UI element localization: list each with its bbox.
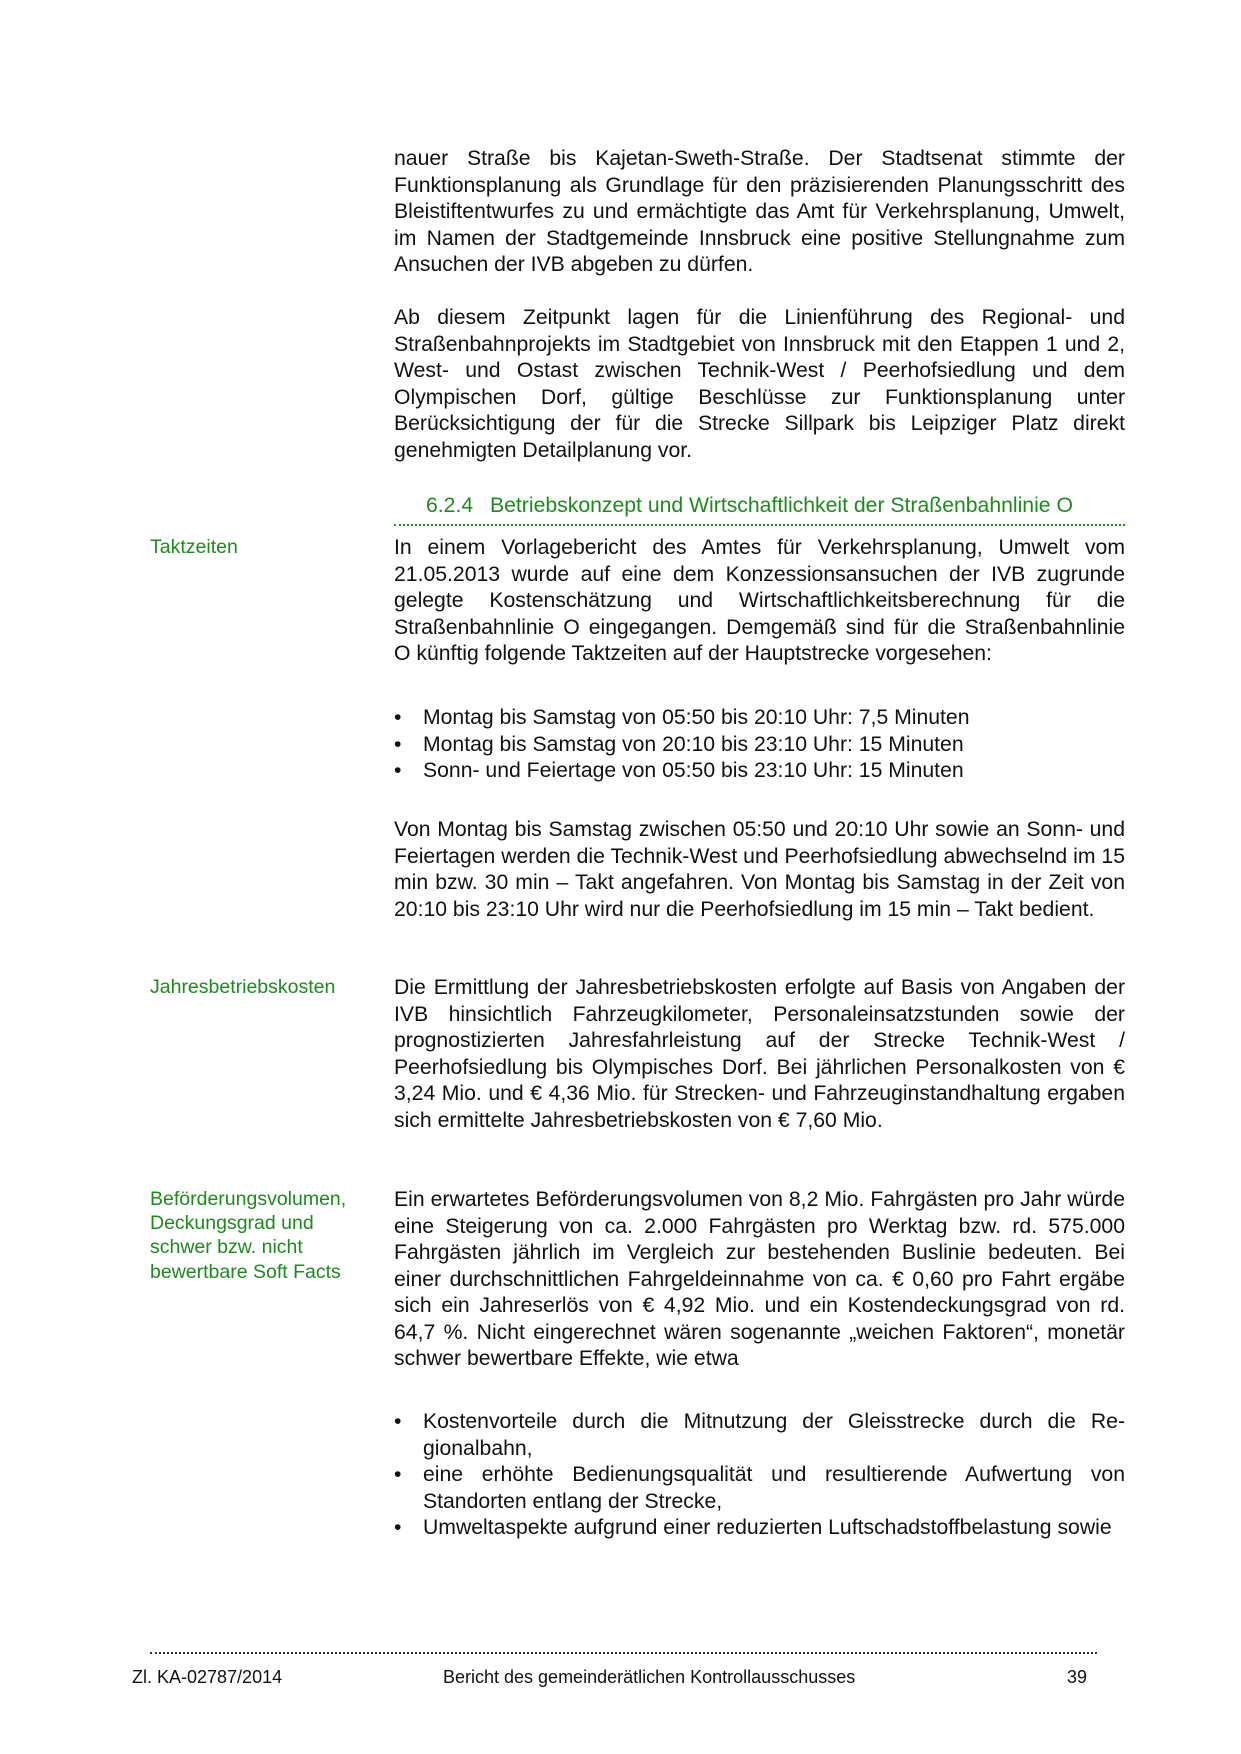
- margin-note-jahresbetriebskosten: Jahresbetriebskosten: [150, 976, 336, 998]
- paragraph-funktionsplanung: nauer Straße bis Kajetan-Sweth-Straße. Der Stadtsenat stimmte der Funktionsplanung als Grundlage für den präzisierenden Planungsschritt des Bleistiftentwurfes zu und ermächtigte das Amt für Verkehrsplanung, Umwelt, im Namen der Stadtgemeinde Innsbruck eine positive Stellungnahme zum Ansuchen der IVB abgeben zu dürfen.: [394, 147, 1125, 276]
- bullet-icon: •: [394, 706, 402, 729]
- bullet-icon: •: [394, 732, 402, 756]
- soft-facts-list: [394, 1409, 1125, 1542]
- list-item: • Kostenvorteile durch die Mitnutzung der Gleisstrecke durch die Regionalbahn,: [394, 1410, 1125, 1460]
- section-title: Betriebskonzept und Wirtschaftlichkeit der Straßenbahnlinie O: [490, 494, 1073, 517]
- paragraph-taktbetrieb: Von Montag bis Samstag zwischen 05:50 und 20:10 Uhr sowie an Sonn- und Feiertagen werden die Technik-West und Peerhofsiedlung abwechselnd im 15 min bzw. 30 min – Takt angefahren. Von Montag bis Samstag in der Zeit von 20:10 bis 23:10 Uhr wird nur die Peerhofsiedlung im 15 min – Takt bedient.: [394, 818, 1125, 921]
- bullet-icon: •: [394, 1410, 402, 1433]
- list-item: • eine erhöhte Bedienungsqualität und resultierende Aufwertung von Standorten entlang der Strecke,: [394, 1463, 1125, 1513]
- page-number: 39: [1067, 1667, 1088, 1687]
- paragraph-vorlagebericht: In einem Vorlagebericht des Amtes für Verkehrsplanung, Umwelt vom 21.05.2013 wurde auf eine dem Konzessionsansuchen der IVB zugrunde gelegte Kostenschätzung und Wirtschaftlichkeitsberechnung für die Straßenbahnlinie O eingegangen. Demgemäß sind für die Straßenbahnlinie O künftig folgende Taktzeiten auf der Hauptstrecke vorgesehen:: [394, 536, 1125, 665]
- section-number: 6.2.4: [426, 494, 474, 517]
- list-item: • Sonn- und Feiertage von 05:50 bis 23:10 Uhr: 15 Minuten: [394, 758, 1125, 785]
- margin-note-taktzeiten: Taktzeiten: [150, 536, 238, 558]
- footer-reference: Zl. KA-02787/2014: [132, 1667, 283, 1687]
- paragraph-linienfuehrung: Ab diesem Zeitpunkt lagen für die Linienführung des Regional- und Straßenbahnprojekts im Stadtgebiet von Innsbruck mit den Etappen 1 und 2, West- und Ostast zwischen Technik-West / Peerhofsiedlung und dem Olympischen Dorf, gültige Beschlüsse zur Funktionsplanung unter Berücksichtigung der für die Strecke Sillpark bis Leipziger Platz direkt genehmigten Detailplanung vor.: [394, 306, 1125, 462]
- footer-divider: [150, 1652, 1097, 1654]
- margin-note-befoerderungsvolumen: Beförderungsvolumen, Deckungsgrad und schwer bzw. nicht bewertbare Soft Facts: [150, 1188, 347, 1283]
- paragraph-jahresbetriebskosten: Die Ermittlung der Jahresbetriebskosten erfolgte auf Basis von Angaben der IVB hinsichtlich Fahrzeugkilometer, Personaleinsatzstunden sowie der prognostizierten Jahresfahrleistung auf der Strecke Technik-West / Peerhofsiedlung bis Olympisches Dorf. Bei jährlichen Personalkosten von € 3,24 Mio. und € 4,36 Mio. für Strecken- und Fahrzeuginstandhaltung ergaben sich ermittelte Jahresbetriebskosten von € 7,60 Mio.: [394, 976, 1125, 1132]
- list-item: • Montag bis Samstag von 20:10 bis 23:10 Uhr: 15 Minuten: [394, 732, 1125, 759]
- list-item: • Montag bis Samstag von 05:50 bis 20:10 Uhr: 7,5 Minuten: [394, 705, 1125, 732]
- paragraph-befoerderungsvolumen: Ein erwartetes Beförderungsvolumen von 8,2 Mio. Fahrgästen pro Jahr würde eine Steigerung von ca. 2.000 Fahrgästen pro Werktag bzw. rd. 575.000 Fahrgästen jährlich im Vergleich zur bestehenden Buslinie bedeuten. Bei einer durchschnittlichen Fahrgeldeinnahme von ca. € 0,60 pro Fahrt ergäbe sich ein Jahreserlös von € 4,92 Mio. und ein Kostendeckungsgrad von rd. 64,7 %. Nicht eingerechnet wären sogenannte „weichen Faktoren“, monetär schwer bewertbare Effekte, wie etwa: [394, 1188, 1125, 1370]
- bullet-icon: •: [394, 759, 402, 782]
- section-heading: [394, 492, 1125, 526]
- bullet-icon: •: [394, 1463, 402, 1486]
- list-item: • Umweltaspekte aufgrund einer reduzierten Luftschadstoffbelastung sowie: [394, 1515, 1125, 1542]
- bullet-icon: •: [394, 1516, 402, 1539]
- taktzeiten-list: [394, 705, 1125, 785]
- footer-title: Bericht des gemeinderätlichen Kontrollausschusses: [443, 1667, 856, 1687]
